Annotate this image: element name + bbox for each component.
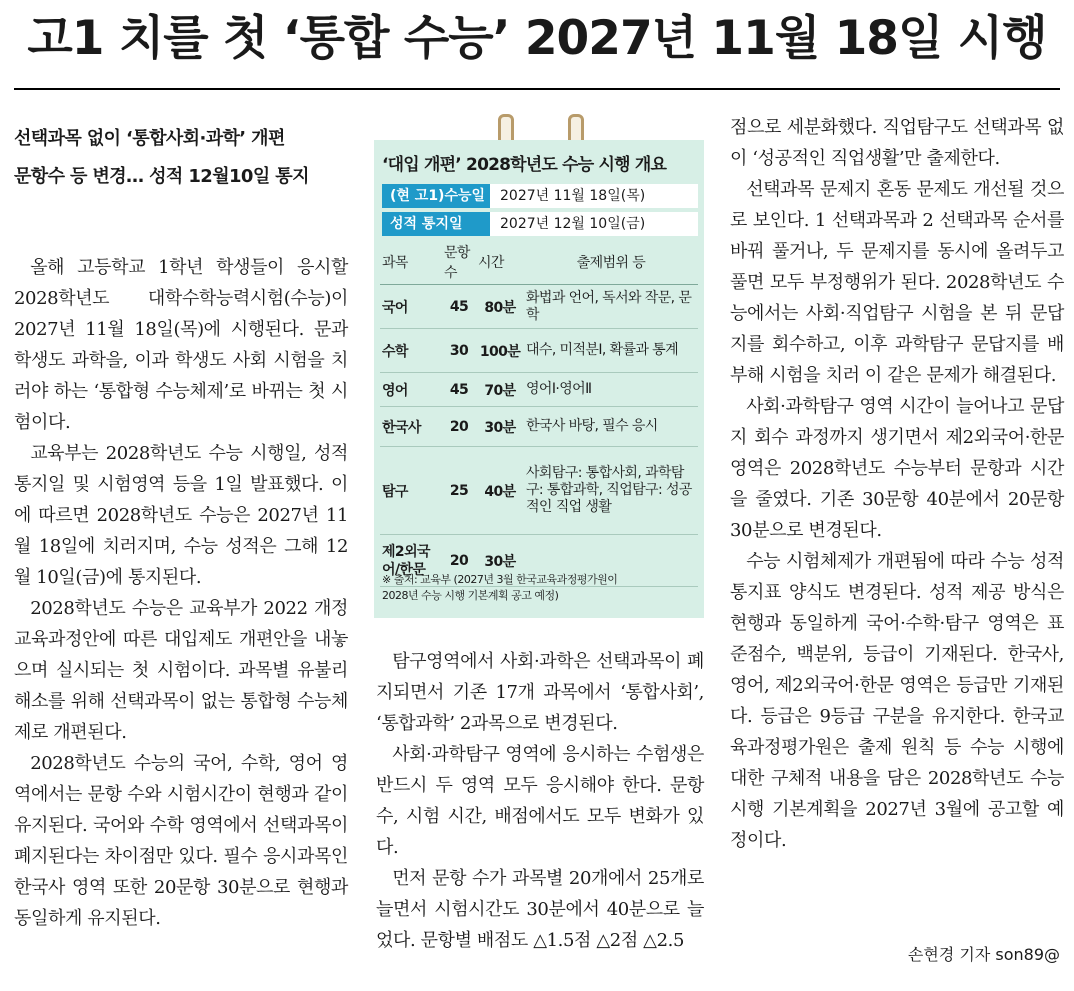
info-box [374, 140, 704, 618]
headline-rule [14, 88, 1060, 90]
paragraph: 선택과목 문제지 혼동 문제도 개선될 것으로 보인다. 1 선택과목과 2 선택과목 순서를 바꿔 풀거나, 두 문제지를 동시에 올려두고 풀면 모두 부정행위가 된다. 2028학년도 수능에서는 사회·직업탐구 시험을 본 뒤 문답지를 회수하고, 이후 과학탐구 문답지를 배부해 시험을 치러 이 같은 문제가 해결된다. [730, 179, 1064, 386]
info-row-value: 2027년 12월 10일(금) [490, 212, 698, 236]
table-cell-time: 80분 [476, 285, 524, 329]
table-cell-subject: 국어 [380, 285, 442, 329]
table-cell-time: 40분 [476, 447, 524, 535]
subheadline-line-1: 선택과목 없이 ‘통합사회·과학’ 개편 [14, 128, 285, 149]
table-header: 과목 [380, 240, 442, 285]
table-cell-time: 30분 [476, 535, 524, 587]
paragraph: 사회·과학탐구 영역에 응시하는 수험생은 반드시 두 영역 모두 응시해야 한다. 문항 수, 시험 시간, 배점에서도 모두 변화가 있다. [376, 744, 704, 858]
table-cell-time: 100분 [476, 329, 524, 373]
paragraph: 2028학년도 수능은 교육부가 2022 개정교육과정안에 따른 대입제도 개편안을 내놓으며 실시되는 첫 시험이다. 과목별 유불리 해소를 위해 선택과목이 없는 통합형 수능체제로 개편된다. [14, 598, 348, 743]
info-row-exam-date [382, 184, 698, 208]
subjects-table [380, 240, 698, 587]
table-cell-subject: 제2외국어/한문 [380, 535, 442, 587]
table-cell-scope: 화법과 언어, 독서와 작문, 문학 [524, 285, 698, 329]
table-cell-count: 30 [442, 329, 476, 373]
table-header: 문항수 [442, 240, 476, 285]
table-row [380, 285, 698, 329]
paragraph: 올해 고등학교 1학년 학생들이 응시할 2028학년도 대학수학능력시험(수능)이 2027년 11월 18일(목)에 시행된다. 문과 학생도 과학을, 이과 학생도 사회 시험을 치러야 하는 ‘통합형 수능체제’로 바뀌는 첫 시험이다. [14, 257, 348, 433]
info-row-score-date [382, 212, 698, 236]
info-box-title: ‘대입 개편’ 2028학년도 수능 시행 개요 [382, 155, 667, 175]
table-cell-time: 70분 [476, 373, 524, 407]
paragraph: 2028학년도 수능의 국어, 수학, 영어 영역에서는 문항 수와 시험시간이 현행과 같이 유지된다. 국어와 수학 영역에서 선택과목이 폐지된다는 차이점만 있다. 필수 응시과목인 한국사 영역 또한 20문항 30분으로 현행과 동일하게 유지된다. [14, 753, 348, 929]
table-cell-count: 20 [442, 535, 476, 587]
table-cell-scope: 사회탐구: 통합사회, 과학탐구: 통합과학, 직업탐구: 성공적인 직업 생활 [524, 447, 698, 535]
info-row-label: (현 고1)수능일 [382, 184, 490, 208]
paragraph: 먼저 문항 수가 과목별 20개에서 25개로 늘면서 시험시간도 30분에서 40분으로 늘었다. 문항별 배점도 △1.5점 △2점 △2.5 [376, 868, 704, 951]
table-cell-scope: 한국사 바탕, 필수 응시 [524, 407, 698, 447]
source-note [382, 572, 617, 604]
table-cell-count: 45 [442, 285, 476, 329]
table-cell-count: 45 [442, 373, 476, 407]
table-cell-subject: 수학 [380, 329, 442, 373]
table-cell-scope: 대수, 미적분Ⅰ, 확률과 통계 [524, 329, 698, 373]
paragraph: 사회·과학탐구 영역 시간이 늘어나고 문답지 회수 과정까지 생기면서 제2외국어·한문 영역은 2028학년도 수능부터 문항과 시간을 줄였다. 기존 30문항 40분에서 20문항 30분으로 변경된다. [730, 396, 1064, 541]
table-cell-count: 25 [442, 447, 476, 535]
table-row [380, 373, 698, 407]
paragraph: 점으로 세분화했다. 직업탐구도 선택과목 없이 ‘성공적인 직업생활’만 출제한다. [730, 117, 1064, 169]
table-cell-scope: 영어Ⅰ·영어Ⅱ [524, 373, 698, 407]
table-header-row [380, 240, 698, 285]
info-row-label: 성적 통지일 [382, 212, 490, 236]
table-row [380, 329, 698, 373]
subheadline-line-2: 문항수 등 변경… 성적 12월10일 통지 [14, 166, 309, 187]
source-note-line: 2028년 수능 시행 기본계획 공고 예정) [382, 589, 559, 602]
column-2 [376, 646, 704, 956]
headline: 고1 치를 첫 ‘통합 수능’ 2027년 11월 18일 시행 [27, 11, 1047, 66]
table-row [380, 447, 698, 535]
paragraph: 교육부는 2028학년도 수능 시행일, 성적 통지일 및 시험영역 등을 1일 발표했다. 이에 따르면 2028학년도 수능은 2027년 11월 18일에 치러지며, 수능 성적은 그해 12월 10일(금)에 통지된다. [14, 443, 348, 588]
source-note-line: ※ 출처: 교육부 (2027년 3월 한국교육과정평가원이 [382, 573, 618, 586]
paragraph: 탐구영역에서 사회·과학은 선택과목이 폐지되면서 기존 17개 과목에서 ‘통합사회’, ‘통합과학’ 2과목으로 변경된다. [376, 651, 704, 734]
table-header: 시간 [476, 240, 524, 285]
byline: 손현경 기자 son89@ [907, 945, 1060, 964]
table-cell-time: 30분 [476, 407, 524, 447]
column-1-body [14, 252, 348, 934]
paragraph: 수능 시험체제가 개편됨에 따라 수능 성적통지표 양식도 변경된다. 성적 제공 방식은 현행과 동일하게 국어·수학·탐구 영역은 표준점수, 백분위, 등급이 기재된다. 한국사, 영어, 제2외국어·한문 영역은 등급만 기재된다. 등급은 9등급 구분을 유지한다. 한국교육과정평가원은 출제 원칙 등 수능 시행에 대한 구체적 내용을 담은 2028학년도 수능 시행 기본계획을 2027년 3월에 공고할 예정이다. [730, 551, 1064, 851]
table-cell-count: 20 [442, 407, 476, 447]
table-header: 출제범위 등 [524, 240, 698, 285]
table-row [380, 407, 698, 447]
table-cell-subject: 탐구 [380, 447, 442, 535]
table-cell-subject: 영어 [380, 373, 442, 407]
column-3 [730, 112, 1064, 856]
table-cell-subject: 한국사 [380, 407, 442, 447]
info-row-value: 2027년 11월 18일(목) [490, 184, 698, 208]
subheadline [14, 120, 348, 196]
